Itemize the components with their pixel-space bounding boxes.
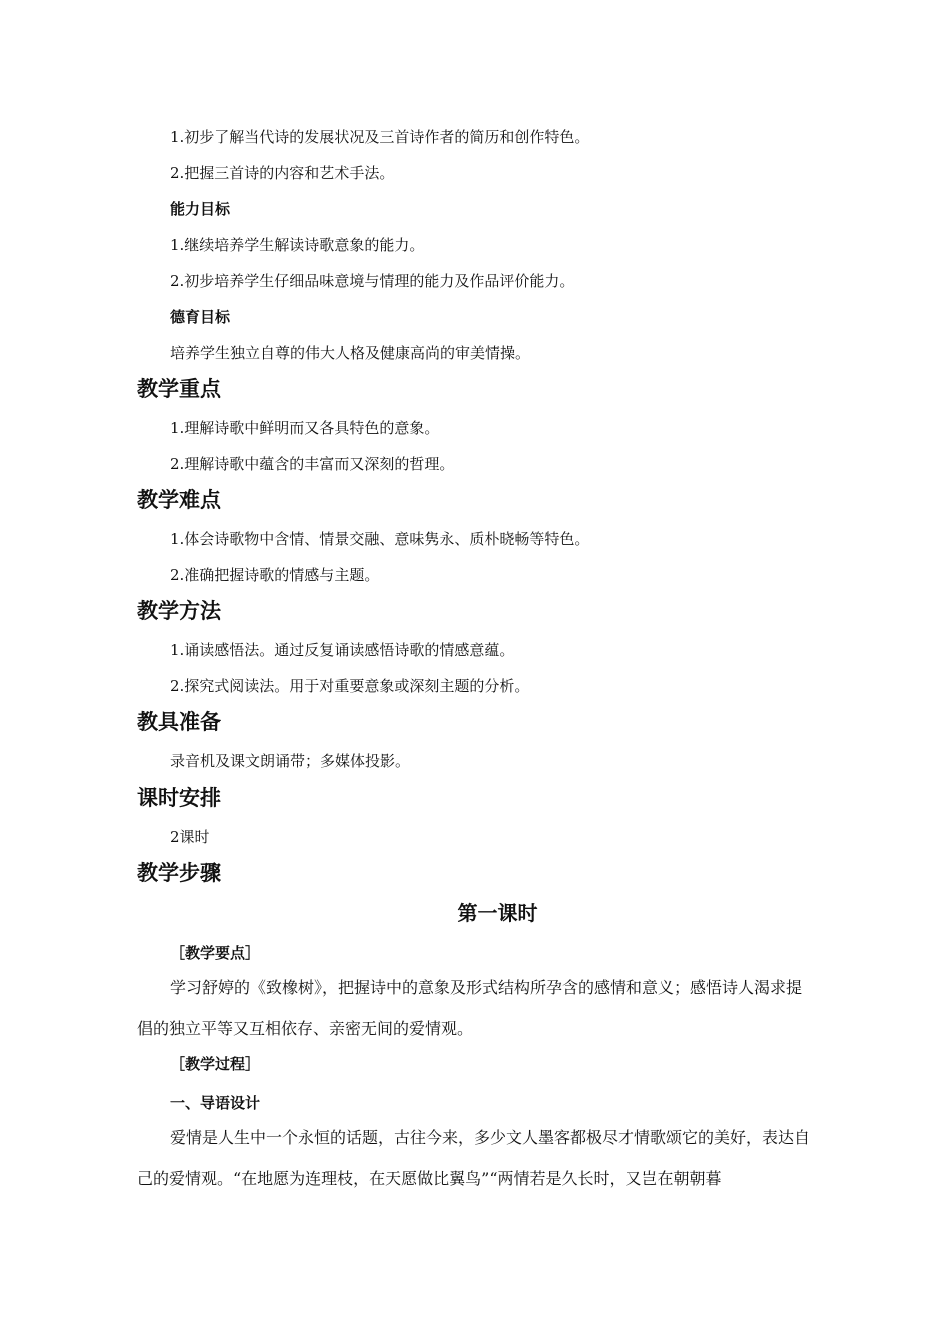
ability-goal-heading: 能力目标 xyxy=(170,200,231,218)
keypoint-1: 1.理解诗歌中鲜明而又各具特色的意象。 xyxy=(170,419,440,437)
teaching-focus-text: 学习舒婷的《致橡树》，把握诗中的意象及形式结构所孕含的感情和意义；感悟诗人渴求提倡的独立平等又互相依存、亲密无间的爱情观。 xyxy=(137,978,803,1038)
steps-heading: 教学步骤 xyxy=(137,861,221,885)
teaching-focus-label: ［教学要点］ xyxy=(170,944,261,962)
ability-goal-1: 1.继续培养学生解读诗歌意象的能力。 xyxy=(170,236,425,254)
method-2: 2.探究式阅读法。用于对重要意象或深刻主题的分析。 xyxy=(170,677,530,695)
tools-heading: 教具准备 xyxy=(137,710,221,734)
tools-text: 录音机及课文朗诵带；多媒体投影。 xyxy=(170,752,411,770)
keypoints-heading: 教学重点 xyxy=(137,377,221,401)
lesson-title: 第一课时 xyxy=(457,901,538,925)
methods-heading: 教学方法 xyxy=(137,599,221,623)
intro-design-text: 爱情是人生中一个永恒的话题，古往今来，多少文人墨客都极尽才情歌颂它的美好，表达自己的爱情观。“在地愿为连理枝，在天愿做比翼鸟”“两情若是久长时，又岂在朝朝暮 xyxy=(137,1128,811,1188)
ability-goal-2: 2.初步培养学生仔细品味意境与情理的能力及作品评价能力。 xyxy=(170,272,575,290)
schedule-text: 2课时 xyxy=(170,828,210,846)
moral-goal-text: 培养学生独立自尊的伟大人格及健康高尚的审美情操。 xyxy=(170,344,531,362)
intro-design-heading: 一、导语设计 xyxy=(170,1094,261,1112)
schedule-heading: 课时安排 xyxy=(137,786,221,810)
moral-goal-heading: 德育目标 xyxy=(170,308,231,326)
method-1: 1.诵读感悟法。通过反复诵读感悟诗歌的情感意蕴。 xyxy=(170,641,515,659)
keypoint-2: 2.理解诗歌中蕴含的丰富而又深刻的哲理。 xyxy=(170,455,455,473)
difficulty-1: 1.体会诗歌物中含情、情景交融、意味隽永、质朴晓畅等特色。 xyxy=(170,530,590,548)
knowledge-goal-1: 1.初步了解当代诗的发展状况及三首诗作者的简历和创作特色。 xyxy=(170,128,590,146)
difficulties-heading: 教学难点 xyxy=(137,488,221,512)
teaching-process-label: ［教学过程］ xyxy=(170,1055,261,1073)
difficulty-2: 2.准确把握诗歌的情感与主题。 xyxy=(170,566,380,584)
knowledge-goal-2: 2.把握三首诗的内容和艺术手法。 xyxy=(170,164,395,182)
